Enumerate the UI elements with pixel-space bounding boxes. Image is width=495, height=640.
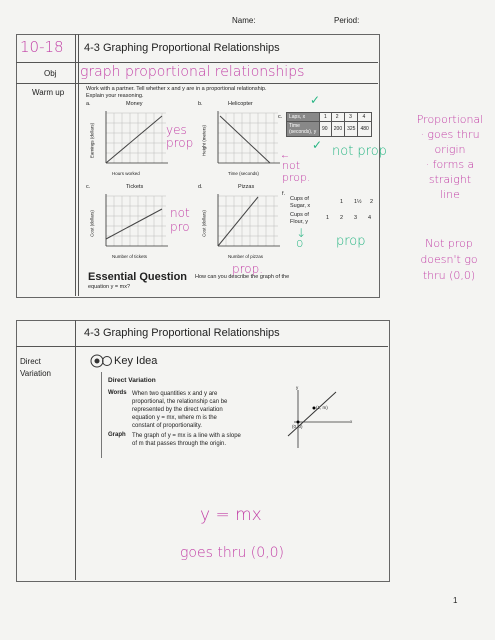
obj-divider [16, 83, 378, 84]
graph-d-title: Pizzas [238, 184, 255, 190]
table-f-note: prop [336, 234, 366, 249]
graph-c [96, 191, 176, 253]
point-1m-label: (1, m) [316, 405, 328, 410]
table-cell: 480 [358, 122, 371, 137]
instructions: Work with a partner. Tell whether x and y are in a proportional relationship. Explain your reasoning. [86, 86, 267, 99]
column-divider-double [78, 34, 79, 296]
direct-variation-subtitle: Direct Variation [108, 377, 156, 384]
axis-x-label: x [350, 419, 353, 424]
green-check-mark: ✓ [310, 93, 321, 107]
green-circle: o [296, 236, 304, 250]
name-label: Name: [232, 16, 256, 25]
point-origin-label: (0, 0) [292, 424, 303, 429]
graph-b-letter: b. [198, 101, 203, 107]
period-label: Period: [334, 16, 360, 25]
graph-d-note: prop. [232, 262, 264, 276]
graph-text: The graph of y = mx is a line with a slope of m that passes through the origin. [132, 433, 241, 447]
table-f-cell: 2 [340, 215, 344, 221]
graph-a [96, 108, 176, 170]
graph-b-xlabel: Time (seconds) [228, 171, 259, 176]
graph-b-title: Helicopter [228, 101, 253, 107]
table-c1-letter: c. [278, 114, 283, 120]
handwritten-equation: y = mx [200, 505, 262, 525]
graph-a-letter: a. [86, 101, 91, 107]
graph-a-xlabel: Hours worked [112, 171, 140, 176]
column-divider [75, 34, 76, 296]
graph-c-xlabel: Number of tickets [112, 254, 148, 259]
title-divider [16, 62, 378, 63]
table-f-row1-label: Cups of Sugar, x [290, 196, 311, 209]
table-f-cell: 1½ [354, 199, 362, 205]
green-arrow-icon: ↓ [296, 226, 307, 240]
words-label: Words [108, 390, 127, 396]
graph-d-letter: d. [198, 184, 203, 190]
handwritten-note: goes thru (0,0) [180, 545, 284, 561]
graph-c-letter: c. [86, 184, 91, 190]
graph-label: Graph [108, 432, 126, 438]
page-title: 4-3 Graphing Proportional Relationships [84, 42, 280, 54]
laps-table [286, 112, 372, 137]
essential-question-text: How can you describe the graph of the [195, 274, 290, 280]
table-f-cell: 1 [340, 199, 344, 205]
table-f-cell: 3 [354, 215, 358, 221]
graph-d-ylabel: Cost (dollars) [201, 210, 207, 237]
page2-title: 4-3 Graphing Proportional Relationships [84, 327, 280, 339]
graph-b [208, 108, 288, 170]
table-cell: 2 [331, 113, 344, 122]
side-note-not-prop: Not prop doesn't go thru (0,0) [420, 237, 478, 282]
axis-y-label: y [296, 385, 299, 390]
graph-a-ylabel: Earnings (dollars) [89, 122, 95, 159]
table-cell: 200 [331, 122, 344, 137]
obj-label: Obj [44, 69, 57, 78]
table-cell: 1 [320, 113, 332, 122]
table-cell: Time (seconds), y [287, 122, 320, 137]
table-cell: 3 [345, 113, 358, 122]
table-c1-note: not prop [332, 144, 387, 159]
table-cell: Laps, x [287, 113, 320, 122]
side-note-proportional: Proportional · goes thru origin · forms a straight line [416, 113, 484, 201]
table-cell: 90 [320, 122, 332, 137]
graph-b-note: not prop. [282, 159, 311, 184]
direct-variation-graph [284, 386, 354, 456]
graph-c-note: not pro [170, 206, 190, 234]
table-f-cell: 1 [326, 215, 330, 221]
warmup-label: Warm up [32, 88, 65, 97]
obj-text: graph proportional relationships [80, 64, 305, 80]
table-f-row2-label: Cups of Flour, y [290, 212, 309, 225]
graph-c-title: Tickets [126, 184, 144, 190]
arrow-icon: ← [280, 150, 290, 161]
direct-variation-label: Direct Variation [20, 357, 51, 378]
essential-question-label: Essential Question [88, 271, 188, 283]
table-cell: 4 [358, 113, 371, 122]
graph-a-note: yes prop [166, 123, 194, 150]
table-cell: 325 [345, 122, 358, 137]
table-f-cell: 4 [368, 215, 372, 221]
graph-a-title: Money [126, 101, 143, 107]
graph-b-ylabel: Height (meters) [201, 125, 207, 157]
column-divider [75, 320, 76, 580]
title-divider [16, 346, 388, 347]
key-idea-icon [90, 354, 110, 368]
words-text: When two quantities x and y are proportional, the relationship can be represented by the direct variation equation y = mx, where m is the constant of proportionality. [132, 391, 228, 429]
graph-d [208, 191, 288, 253]
essential-question-text-2: equation y = mx? [88, 284, 131, 290]
date-text: 10-18 [20, 38, 64, 56]
table-f-cell: 2 [370, 199, 374, 205]
graph-c-ylabel: Cost (dollars) [89, 210, 95, 237]
key-idea-title: Key Idea [114, 355, 158, 367]
table-f-letter: f. [282, 191, 286, 197]
graph-d-xlabel: Number of pizzas [228, 254, 264, 259]
green-check-mark: ✓ [312, 138, 323, 152]
page-number: 1 [453, 596, 458, 605]
